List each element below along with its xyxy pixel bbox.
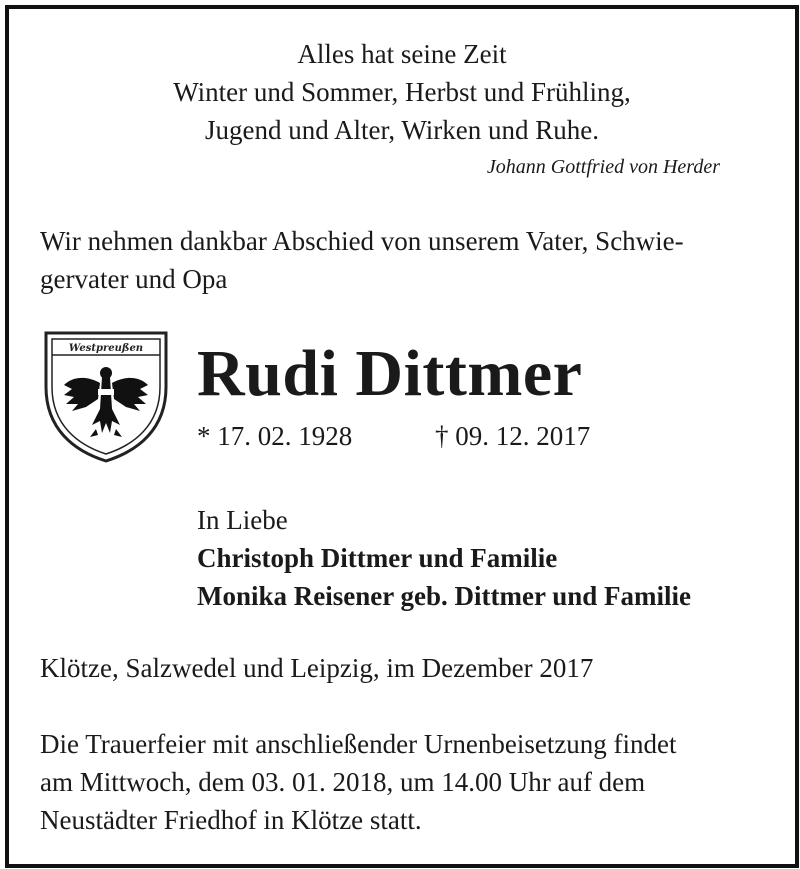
eagle-coat-of-arms-icon (42, 329, 170, 465)
funeral-line-1: Die Trauerfeier mit anschließender Urnenbeisetzung findet (40, 729, 677, 759)
birth-date: * 17. 02. 1928 (197, 421, 353, 451)
funeral-line-3: Neustädter Friedhof in Klötze statt. (40, 805, 422, 835)
place-and-date: Klötze, Salzwedel und Leipzig, im Dezember 2017 (40, 653, 594, 683)
intro-line-2: gervater und Opa (40, 264, 228, 294)
poem-author: Johann Gottfried von Herder (486, 156, 720, 178)
poem-line-1: Alles hat seine Zeit (297, 39, 507, 69)
deceased-name: Rudi Dittmer (197, 337, 583, 410)
funeral-line-2: am Mittwoch, dem 03. 01. 2018, um 14.00 Uhr auf dem (40, 767, 646, 797)
poem-line-3: Jugend und Alter, Wirken und Ruhe. (204, 115, 600, 145)
intro-line-1: Wir nehmen dankbar Abschied von unserem Vater, Schwie- (40, 226, 684, 256)
death-date: † 09. 12. 2017 (435, 421, 591, 451)
mourner-family-1: Christoph Dittmer und Familie (197, 543, 558, 573)
mourners-intro: In Liebe (197, 505, 288, 535)
obituary-notice (5, 5, 799, 868)
crest-label: Westpreußen (68, 343, 144, 354)
mourner-family-2: Monika Reisener geb. Dittmer und Familie (197, 581, 691, 611)
poem-line-2: Winter und Sommer, Herbst und Frühling, (173, 77, 631, 107)
